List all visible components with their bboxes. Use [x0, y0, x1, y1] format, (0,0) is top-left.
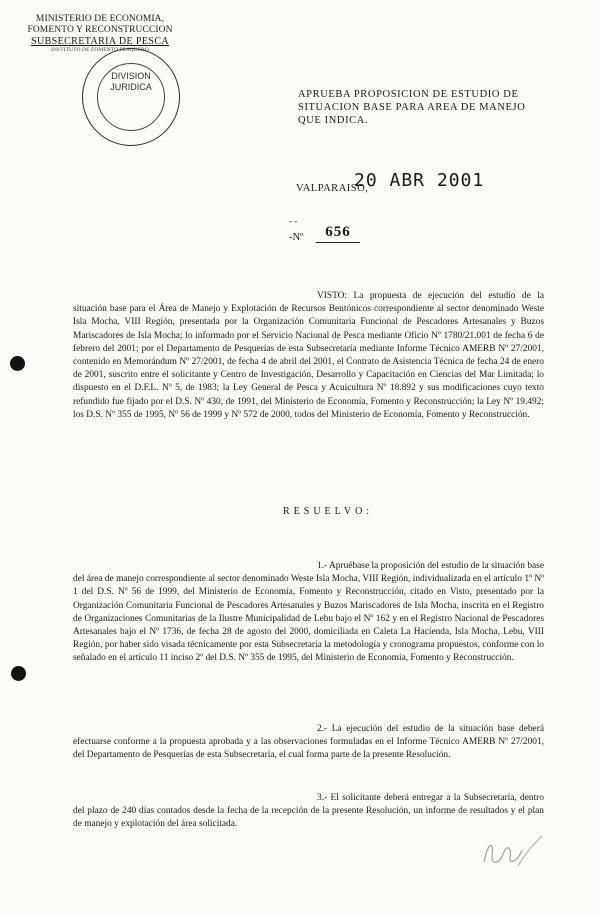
letterhead-subsecretaria: SUBSECRETARIA DE PESCA — [30, 36, 170, 47]
punch-hole-top — [10, 356, 25, 371]
punch-hole-bottom — [11, 666, 26, 681]
place-label: VALPARAISO, — [296, 183, 369, 194]
letterhead-ministry-2: FOMENTO Y RECONSTRUCCION — [27, 25, 173, 35]
resuelvo-heading: RESUELVO: — [283, 506, 374, 517]
resolution-item-3: 3.- El solicitante deberá entregar a la Subsecretaría, dentro del plazo de 240 días contados desde la fecha de la recepción de la presente Resolución, un informe de resultados y el plan de manejo y explotación del área solicitada. — [73, 793, 544, 830]
resolution-number: 656 — [316, 224, 360, 243]
visto-paragraph: VISTO: La propuesta de ejecución del estudio de la situación base para el Área de Manejo y Explotación de Recursos Bentónicos correspondiente al sector denominado Weste Isla Mocha, VIII Región, presentada por la Organización Comunitaria Funcional de Pescadores Artesanales y Buzos Mariscadores de Isla Mocha; lo informado por el Servicio Nacional de Pesca mediante Oficio Nº 1780/21.001 de fecha 6 de febrero del 2001; por el Departamento de Pesquerías de esta Subsecretaría mediante Informe Técnico AMERB Nº 27/2001, contenido en Memorándum Nº 27/2001, de fecha 4 de abril del 2001, el Contrato de Asistencia Técnica de fecha 24 de enero de 2001, suscrito entre el solicitante y Centro de Investigación, Desarrollo y Capacitación en Ciencias del Mar Limitada; lo dispuesto en el D.F.L. Nº 5, de 1983; la Ley General de Pesca y Acuicultura Nº 18.892 y sus modificaciones cuyo texto refundido fue fijado por el D.S. Nº 430, de 1991, del Ministerio de Economía, Fomento y Reconstrucción; la Ley Nº 19.492; los D.S. Nº 355 de 1995, Nº 56 de 1999 y Nº 572 de 2000, todos del Ministerio de Economía, Fomento y Reconstrucción. — [73, 291, 544, 420]
resolution-item-1: 1.- Apruébase la proposición del estudio de la situación base del área de manejo correspondiente al sector denominado Weste Isla Mocha, VIII Región, individualizada en el artículo 1º Nº 1 del D.S. Nº 56 de 1999, del Ministerio de Economía, Fomento y Reconstrucción, citado en Visto, presentado por la Organización Comunitaria Funcional de Pescadores Artesanales y Buzos Mariscadores de Isla Mocha, inscrita en el Registro de Organizaciones Comunitarias de la Ilustre Municipalidad de Lebu bajo el Nº 162 y en el Registro Nacional de Pescadores Artesanales bajo el Nº 1736, de fecha 28 de agosto del 2000, domiciliada en Caleta La Hacienda, Isla Mocha, Lebu, VIII Región, por haber sido visada técnicamente por esta Subsecretaría la metodología y cronograma propuestos, conforme con lo señalado en el artículo 11 inciso 2º del D.S. Nº 355 de 1995, del Ministerio de Economía, Fomento y Reconstrucción. — [73, 561, 544, 664]
stamp-text — [83, 71, 179, 93]
document-title: APRUEBA PROPOSICION DE ESTUDIO DE SITUACION BASE PARA AREA DE MANEJO QUE INDICA. — [298, 89, 526, 126]
stamp-line-2: JURIDICA — [110, 82, 152, 92]
number-dash: - - — [289, 216, 298, 226]
division-stamp — [82, 48, 180, 146]
letterhead — [10, 14, 190, 54]
number-label: -Nº — [289, 232, 304, 243]
signature-mark — [478, 822, 548, 874]
letterhead-ministry: MINISTERIO DE ECONOMIA, — [35, 14, 165, 24]
stamp-line-1: DIVISION — [111, 71, 151, 81]
resolution-item-2: 2.- La ejecución del estudio de la situación base deberá efectuarse conforme a la propuesta aprobada y a las observaciones formuladas en el Informe Técnico AMERB Nº 27/2001, del Departamento de Pesquerías de esta Subsecretaría, el cual forma parte de la presente Resolución. — [73, 724, 544, 761]
letterhead-small-line: INSTITUTO DE FOMENTO PESQUERO — [51, 47, 149, 53]
date-stamp: 20 ABR 2001 — [354, 170, 485, 191]
